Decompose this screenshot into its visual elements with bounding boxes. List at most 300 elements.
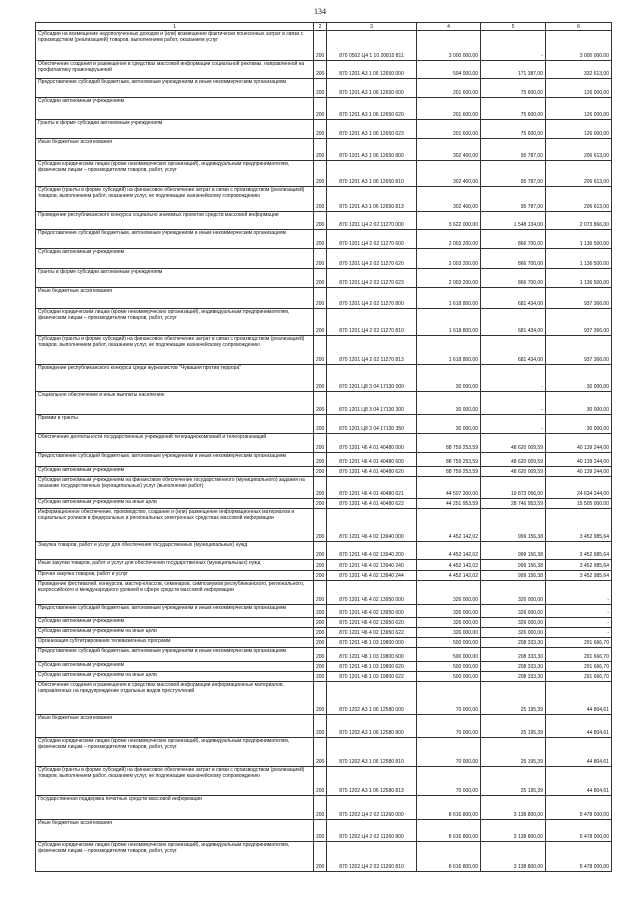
- cell-rest: 5 478 000,00: [546, 796, 612, 820]
- table-row: [36, 672, 612, 682]
- cell-plan: 500 000,00: [417, 662, 481, 672]
- cell-rest: -: [546, 605, 612, 618]
- cell-code: 870 1201 Ч6 4 01 40480 621: [327, 477, 417, 499]
- table-row: [36, 365, 612, 392]
- cell-grbs: 200: [314, 672, 327, 682]
- cell-grbs: 200: [314, 453, 327, 467]
- cell-grbs: 200: [314, 392, 327, 415]
- cell-exec: 75 600,00: [481, 120, 546, 139]
- cell-rest: -: [546, 581, 612, 605]
- cell-name: Субсидии автономным учреждениям: [36, 618, 314, 628]
- cell-grbs: 200: [314, 187, 327, 212]
- cell-exec: 95 787,00: [481, 187, 546, 212]
- cell-rest: 291 666,70: [546, 672, 612, 682]
- cell-code: 870 1201 Ц4 2 02 11270 800: [327, 288, 417, 309]
- cell-code: 870 1201 А3 1 06 12650 620: [327, 98, 417, 120]
- table-header-row: [36, 23, 612, 31]
- table-row: [36, 467, 612, 477]
- cell-plan: 326 000,00: [417, 581, 481, 605]
- table-row: [36, 682, 612, 715]
- cell-rest: 126 000,00: [546, 120, 612, 139]
- cell-code: 870 1201 А3 1 06 12650 813: [327, 187, 417, 212]
- table-row: [36, 820, 612, 842]
- cell-grbs: 200: [314, 638, 327, 648]
- cell-name: Иные бюджетные ассигнования: [36, 820, 314, 842]
- cell-code: 870 1201 Ч6 4 02 13950 622: [327, 628, 417, 638]
- cell-grbs: 200: [314, 796, 327, 820]
- cell-grbs: 200: [314, 139, 327, 161]
- cell-plan: 302 400,00: [417, 187, 481, 212]
- table-row: [36, 120, 612, 139]
- cell-plan: 30 000,00: [417, 392, 481, 415]
- cell-exec: 999 156,38: [481, 571, 546, 581]
- cell-rest: 2 073 866,00: [546, 212, 612, 230]
- cell-grbs: 200: [314, 61, 327, 79]
- cell-code: 870 1201 Ч8 1 03 19800 000: [327, 638, 417, 648]
- cell-exec: 208 333,30: [481, 638, 546, 648]
- table-row: [36, 98, 612, 120]
- cell-rest: 126 000,00: [546, 79, 612, 98]
- cell-code: 870 1201 Ч6 4 01 40480 000: [327, 434, 417, 453]
- table-row: [36, 434, 612, 453]
- cell-exec: 326 000,00: [481, 581, 546, 605]
- cell-rest: 206 613,00: [546, 139, 612, 161]
- cell-plan: 70 000,00: [417, 715, 481, 738]
- cell-exec: 681 434,00: [481, 288, 546, 309]
- cell-plan: 88 759 253,59: [417, 453, 481, 467]
- cell-exec: 999 156,38: [481, 542, 546, 560]
- table-row: [36, 61, 612, 79]
- cell-exec: 866 700,00: [481, 269, 546, 288]
- table-row: [36, 648, 612, 662]
- cell-grbs: 200: [314, 499, 327, 509]
- table-row: [36, 161, 612, 187]
- cell-rest: -: [546, 628, 612, 638]
- cell-name: Прочая закупка товаров, работ и услуг: [36, 571, 314, 581]
- cell-name: Предоставление субсидий бюджетным, автономным учреждениям и иным некоммерческим организациям: [36, 230, 314, 249]
- cell-grbs: 200: [314, 581, 327, 605]
- cell-name: Предоставление субсидий бюджетным, автономным учреждениям и иным некоммерческим организациям: [36, 605, 314, 618]
- cell-plan: 326 000,00: [417, 628, 481, 638]
- cell-code: 870 1201 Ч6 4 02 13940 200: [327, 542, 417, 560]
- cell-name: Субсидии юридическим лицам (кроме некоммерческих организаций), индивидуальным предпринимателям, физическим лицам – производителям товаров, работ, услуг: [36, 161, 314, 187]
- cell-code: 870 1201 Ч6 4 01 40480 622: [327, 499, 417, 509]
- page-number: 134: [314, 7, 326, 16]
- cell-rest: 3 452 985,64: [546, 560, 612, 571]
- cell-plan: 302 400,00: [417, 139, 481, 161]
- cell-plan: 70 000,00: [417, 682, 481, 715]
- cell-rest: 126 000,00: [546, 98, 612, 120]
- column-header: 4: [417, 23, 481, 31]
- cell-exec: 326 000,00: [481, 628, 546, 638]
- cell-grbs: 200: [314, 628, 327, 638]
- cell-plan: 8 616 800,00: [417, 842, 481, 872]
- cell-code: 870 1201 Ч6 4 01 40480 620: [327, 467, 417, 477]
- cell-grbs: 200: [314, 662, 327, 672]
- table-row: [36, 842, 612, 872]
- cell-exec: 326 000,00: [481, 605, 546, 618]
- cell-code: 870 1201 Ц4 2 02 11270 600: [327, 230, 417, 249]
- cell-plan: 44 507 300,00: [417, 477, 481, 499]
- cell-name: Субсидии автономным учреждениям на иные цели: [36, 628, 314, 638]
- cell-grbs: 200: [314, 269, 327, 288]
- table-row: [36, 415, 612, 434]
- table-row: [36, 269, 612, 288]
- cell-exec: 75 600,00: [481, 79, 546, 98]
- cell-plan: 500 000,00: [417, 672, 481, 682]
- cell-code: 870 1201 А3 1 06 12650 800: [327, 139, 417, 161]
- cell-code: 870 1201 Ц4 2 02 11270 000: [327, 212, 417, 230]
- cell-name: Обеспечение создания и размещения в средствах массовой информации социальной рекламы, направленной на профилактику правонарушений: [36, 61, 314, 79]
- cell-grbs: 200: [314, 415, 327, 434]
- cell-name: Субсидии автономным учреждениям на иные цели: [36, 672, 314, 682]
- table-row: [36, 499, 612, 509]
- cell-plan: 326 000,00: [417, 605, 481, 618]
- cell-grbs: 200: [314, 120, 327, 139]
- cell-plan: 30 000,00: [417, 415, 481, 434]
- cell-rest: -: [546, 618, 612, 628]
- cell-grbs: 200: [314, 31, 327, 61]
- cell-plan: 4 452 142,02: [417, 571, 481, 581]
- cell-exec: 681 434,00: [481, 309, 546, 336]
- cell-code: 870 1201 Ц4 2 02 11270 623: [327, 269, 417, 288]
- cell-grbs: 200: [314, 365, 327, 392]
- cell-rest: 40 139 244,00: [546, 434, 612, 453]
- cell-plan: 3 622 000,00: [417, 212, 481, 230]
- cell-name: Организация субтитрирования телевизионных программ: [36, 638, 314, 648]
- cell-exec: 48 620 009,59: [481, 453, 546, 467]
- cell-name: Обеспечение создания и размещения в средствах массовой информации информационных материалов, направленных на предупреждение отдельных видов преступлений: [36, 682, 314, 715]
- cell-rest: 40 139 244,00: [546, 467, 612, 477]
- cell-name: Субсидии автономным учреждениям на финансовое обеспечение государственного (муниципального) задания на оказание государственных (муниципальных) услуг (выполнение работ): [36, 477, 314, 499]
- cell-rest: 5 478 000,00: [546, 842, 612, 872]
- column-header: 5: [481, 23, 546, 31]
- cell-rest: 1 136 500,00: [546, 269, 612, 288]
- cell-exec: 25 195,39: [481, 738, 546, 767]
- table-row: [36, 542, 612, 560]
- cell-grbs: 200: [314, 842, 327, 872]
- cell-code: 870 1201 Ч8 1 03 19800 600: [327, 648, 417, 662]
- cell-grbs: 200: [314, 336, 327, 365]
- cell-name: Гранты в форме субсидии автономным учреждениям: [36, 269, 314, 288]
- cell-code: 870 1201 Ц4 2 02 11270 813: [327, 336, 417, 365]
- table-row: [36, 31, 612, 61]
- cell-code: 870 1201 Ц8 3 04 17130 300: [327, 392, 417, 415]
- table-row: [36, 288, 612, 309]
- cell-name: Субсидии автономным учреждениям на иные цели: [36, 499, 314, 509]
- cell-code: 870 1201 Ц4 2 02 11270 810: [327, 309, 417, 336]
- cell-rest: 206 613,00: [546, 161, 612, 187]
- cell-code: 870 1201 Ч6 4 02 13940 000: [327, 509, 417, 542]
- cell-exec: 25 195,39: [481, 767, 546, 796]
- table-row: [36, 139, 612, 161]
- cell-rest: 1 136 500,00: [546, 249, 612, 269]
- cell-grbs: 200: [314, 288, 327, 309]
- column-header: 2: [314, 23, 327, 31]
- cell-rest: 291 666,70: [546, 648, 612, 662]
- cell-plan: 1 618 800,00: [417, 336, 481, 365]
- cell-plan: 88 759 253,59: [417, 467, 481, 477]
- cell-exec: 3 138 800,00: [481, 796, 546, 820]
- cell-exec: 3 138 800,00: [481, 842, 546, 872]
- cell-name: Предоставление субсидий бюджетным, автономным учреждениям и иным некоммерческим организациям: [36, 453, 314, 467]
- cell-grbs: 200: [314, 738, 327, 767]
- cell-exec: 171 387,00: [481, 61, 546, 79]
- cell-exec: 95 787,00: [481, 161, 546, 187]
- cell-exec: 326 000,00: [481, 618, 546, 628]
- cell-code: 870 1202 А3 1 06 12580 813: [327, 767, 417, 796]
- cell-code: 870 1202 А3 1 06 12580 810: [327, 738, 417, 767]
- table-row: [36, 249, 612, 269]
- cell-name: Субсидии (гранты в форме субсидий) на финансовое обеспечение затрат в связи с производством (реализацией) товаров, выполнением работ, оказанием услуг, не подлежащие казначейскому сопровождению: [36, 767, 314, 796]
- cell-rest: 40 139 244,00: [546, 453, 612, 467]
- cell-code: 870 1202 А3 1 06 12580 800: [327, 715, 417, 738]
- cell-plan: 4 452 142,02: [417, 560, 481, 571]
- cell-name: Информационное обеспечение, производство, создание и (или) размещение информационных материалов и социальных роликов в федеральных и региональных электронных средствах массовой информации: [36, 509, 314, 542]
- column-header: 3: [327, 23, 417, 31]
- cell-plan: 500 000,00: [417, 638, 481, 648]
- cell-name: Субсидии автономным учреждениям: [36, 467, 314, 477]
- cell-code: 870 1201 Ч6 4 01 40480 600: [327, 453, 417, 467]
- cell-name: Иные бюджетные ассигнования: [36, 139, 314, 161]
- cell-name: Субсидии автономным учреждениям: [36, 662, 314, 672]
- cell-name: Обеспечение деятельности государственных учреждений телерадиокомпаний и телеорганизаций: [36, 434, 314, 453]
- cell-name: Социальное обеспечение и иные выплаты населению: [36, 392, 314, 415]
- cell-name: Субсидии (гранты в форме субсидий) на финансовое обеспечение затрат в связи с производством (реализацией) товаров, выполнением работ, оказанием услуг, не подлежащие казначейскому сопровождению: [36, 187, 314, 212]
- cell-exec: 3 138 800,00: [481, 820, 546, 842]
- cell-rest: 3 452 985,64: [546, 542, 612, 560]
- cell-name: Иные закупки товаров, работ и услуг для обеспечения государственных (муниципальных) нужд: [36, 560, 314, 571]
- cell-name: Проведение фестивалей, конкурсов, мастер-классов, семинаров, симпозиумов республиканского, регионального, всероссийского и международного уровней в сфере средств массовой информации: [36, 581, 314, 605]
- table-row: [36, 453, 612, 467]
- cell-plan: 4 452 142,02: [417, 542, 481, 560]
- cell-grbs: 200: [314, 434, 327, 453]
- table-row: [36, 767, 612, 796]
- cell-rest: 30 000,00: [546, 365, 612, 392]
- cell-name: Предоставление субсидий бюджетным, автономным учреждениям и иным некоммерческим организациям: [36, 79, 314, 98]
- cell-grbs: 200: [314, 79, 327, 98]
- cell-rest: 291 666,70: [546, 662, 612, 672]
- cell-plan: 2 003 200,00: [417, 269, 481, 288]
- cell-rest: 44 804,61: [546, 767, 612, 796]
- cell-name: Государственная поддержка печатных средств массовой информации: [36, 796, 314, 820]
- table-row: [36, 715, 612, 738]
- cell-name: Проведение республиканского конкурса социально значимых проектов средств массовой информации: [36, 212, 314, 230]
- cell-plan: 4 452 142,02: [417, 509, 481, 542]
- table-row: [36, 571, 612, 581]
- cell-code: 870 1202 Ц4 2 02 11260 810: [327, 842, 417, 872]
- cell-grbs: 200: [314, 161, 327, 187]
- cell-plan: 70 000,00: [417, 738, 481, 767]
- cell-exec: 75 600,00: [481, 98, 546, 120]
- cell-plan: 2 003 200,00: [417, 249, 481, 269]
- cell-code: 870 1201 Ч6 4 02 13940 244: [327, 571, 417, 581]
- table-row: [36, 796, 612, 820]
- table-row: [36, 336, 612, 365]
- cell-name: Иные бюджетные ассигнования: [36, 288, 314, 309]
- cell-code: 870 1201 Ч6 4 02 13940 240: [327, 560, 417, 571]
- cell-grbs: 200: [314, 605, 327, 618]
- cell-grbs: 200: [314, 477, 327, 499]
- cell-name: Субсидии автономным учреждениям: [36, 98, 314, 120]
- cell-plan: 201 600,00: [417, 120, 481, 139]
- cell-exec: 866 700,00: [481, 249, 546, 269]
- cell-grbs: 200: [314, 618, 327, 628]
- cell-exec: -: [481, 392, 546, 415]
- cell-plan: 8 616 800,00: [417, 796, 481, 820]
- budget-execution-table: [35, 22, 612, 872]
- table-row: [36, 560, 612, 571]
- cell-grbs: 200: [314, 767, 327, 796]
- cell-name: Субсидии юридическим лицам (кроме некоммерческих организаций), индивидуальным предпринимателям, физическим лицам – производителям товаров, работ, услуг: [36, 842, 314, 872]
- cell-grbs: 200: [314, 509, 327, 542]
- cell-rest: 937 366,00: [546, 309, 612, 336]
- cell-rest: 5 478 000,00: [546, 820, 612, 842]
- cell-exec: 208 333,30: [481, 662, 546, 672]
- cell-code: 870 1202 Ц4 2 02 11260 000: [327, 796, 417, 820]
- cell-name: Иные бюджетные ассигнования: [36, 715, 314, 738]
- cell-name: Субсидии автономным учреждениям: [36, 249, 314, 269]
- cell-rest: 3 000 000,00: [546, 31, 612, 61]
- cell-plan: 30 000,00: [417, 365, 481, 392]
- cell-grbs: 200: [314, 542, 327, 560]
- cell-exec: 208 333,30: [481, 672, 546, 682]
- cell-grbs: 200: [314, 648, 327, 662]
- cell-exec: 866 700,00: [481, 230, 546, 249]
- cell-exec: 208 333,30: [481, 648, 546, 662]
- cell-plan: 8 616 800,00: [417, 820, 481, 842]
- cell-exec: -: [481, 365, 546, 392]
- cell-code: 870 1201 Ц4 2 02 11270 620: [327, 249, 417, 269]
- cell-name: Закупка товаров, работ и услуг для обеспечения государственных (муниципальных) нужд: [36, 542, 314, 560]
- cell-grbs: 200: [314, 467, 327, 477]
- cell-plan: 88 759 253,59: [417, 434, 481, 453]
- cell-grbs: 200: [314, 212, 327, 230]
- cell-plan: 201 600,00: [417, 79, 481, 98]
- table-row: [36, 509, 612, 542]
- cell-name: Субсидии на возмещение недополученных доходов и (или) возмещение фактически понесенных затрат в связи с производством (реализацией) товаров, выполнением работ, оказанием услуг: [36, 31, 314, 61]
- cell-code: 870 1201 А3 1 06 12650 000: [327, 61, 417, 79]
- cell-grbs: 200: [314, 820, 327, 842]
- table-row: [36, 605, 612, 618]
- cell-plan: 70 000,00: [417, 767, 481, 796]
- cell-name: Гранты в форме субсидии автономным учреждениям: [36, 120, 314, 139]
- cell-code: 870 1202 А3 1 06 12580 000: [327, 682, 417, 715]
- cell-exec: 1 548 134,00: [481, 212, 546, 230]
- cell-exec: 19 873 056,00: [481, 477, 546, 499]
- cell-rest: 332 613,00: [546, 61, 612, 79]
- table-row: [36, 581, 612, 605]
- cell-plan: 326 000,00: [417, 618, 481, 628]
- cell-rest: 1 136 500,00: [546, 230, 612, 249]
- cell-name: Субсидии (гранты в форме субсидий) на финансовое обеспечение затрат в связи с производством (реализацией) товаров, выполнением работ, оказанием услуг, не подлежащие казначейскому сопровождению: [36, 336, 314, 365]
- cell-code: 870 1201 А3 1 06 12650 810: [327, 161, 417, 187]
- cell-exec: 999 156,38: [481, 560, 546, 571]
- cell-grbs: 200: [314, 571, 327, 581]
- cell-code: 870 1201 Ч8 1 03 19800 622: [327, 672, 417, 682]
- cell-exec: 95 787,00: [481, 139, 546, 161]
- table-row: [36, 477, 612, 499]
- cell-name: Субсидии юридическим лицам (кроме некоммерческих организаций), индивидуальным предпринимателям, физическим лицам – производителям товаров, работ, услуг: [36, 309, 314, 336]
- cell-grbs: 200: [314, 560, 327, 571]
- cell-rest: 206 613,00: [546, 187, 612, 212]
- cell-grbs: 200: [314, 682, 327, 715]
- cell-exec: 48 620 009,59: [481, 467, 546, 477]
- cell-plan: 500 000,00: [417, 648, 481, 662]
- cell-code: 870 1201 Ч6 4 02 13950 600: [327, 605, 417, 618]
- cell-name: Субсидии юридическим лицам (кроме некоммерческих организаций), индивидуальным предпринимателям, физическим лицам – производителям товаров, работ, услуг: [36, 738, 314, 767]
- table-row: [36, 638, 612, 648]
- cell-code: 870 1201 Ч8 1 03 19800 620: [327, 662, 417, 672]
- table-row: [36, 738, 612, 767]
- cell-grbs: 200: [314, 715, 327, 738]
- cell-plan: 201 600,00: [417, 98, 481, 120]
- cell-rest: 30 000,00: [546, 415, 612, 434]
- cell-rest: 24 634 244,00: [546, 477, 612, 499]
- cell-exec: 681 434,00: [481, 336, 546, 365]
- cell-rest: 937 366,00: [546, 336, 612, 365]
- cell-name: Премии и гранты: [36, 415, 314, 434]
- cell-grbs: 200: [314, 309, 327, 336]
- cell-plan: 504 000,00: [417, 61, 481, 79]
- cell-plan: 302 400,00: [417, 161, 481, 187]
- table-row: [36, 628, 612, 638]
- cell-plan: 2 003 200,00: [417, 230, 481, 249]
- cell-code: 870 1201 Ч6 4 02 13950 000: [327, 581, 417, 605]
- cell-rest: 44 804,61: [546, 738, 612, 767]
- cell-code: 870 1201 Ц8 3 04 17130 350: [327, 415, 417, 434]
- cell-plan: 1 618 800,00: [417, 288, 481, 309]
- cell-plan: 3 000 000,00: [417, 31, 481, 61]
- cell-name: Предоставление субсидий бюджетным, автономным учреждениям и иным некоммерческим организациям: [36, 648, 314, 662]
- table-row: [36, 187, 612, 212]
- table-row: [36, 392, 612, 415]
- cell-grbs: 200: [314, 249, 327, 269]
- cell-code: 870 1201 Ц8 3 04 17130 000: [327, 365, 417, 392]
- cell-rest: 44 804,61: [546, 715, 612, 738]
- column-header: 6: [546, 23, 612, 31]
- cell-rest: 3 452 985,64: [546, 571, 612, 581]
- cell-exec: -: [481, 31, 546, 61]
- cell-exec: 48 620 009,59: [481, 434, 546, 453]
- column-header: 1: [36, 23, 314, 31]
- cell-rest: 44 804,61: [546, 682, 612, 715]
- cell-exec: 999 156,38: [481, 509, 546, 542]
- cell-plan: 1 618 800,00: [417, 309, 481, 336]
- table-row: [36, 212, 612, 230]
- cell-rest: 291 666,70: [546, 638, 612, 648]
- cell-code: 870 1202 Ц4 2 02 11260 800: [327, 820, 417, 842]
- cell-code: 870 1201 Ч6 4 02 13950 620: [327, 618, 417, 628]
- cell-plan: 44 251 953,59: [417, 499, 481, 509]
- cell-name: Проведение республиканского конкурса среди журналистов "Чувашия против террора": [36, 365, 314, 392]
- cell-exec: 28 746 953,59: [481, 499, 546, 509]
- table-row: [36, 309, 612, 336]
- cell-exec: -: [481, 415, 546, 434]
- cell-rest: 937 366,00: [546, 288, 612, 309]
- cell-exec: 25 195,39: [481, 682, 546, 715]
- cell-rest: 30 000,00: [546, 392, 612, 415]
- cell-grbs: 200: [314, 98, 327, 120]
- cell-code: 870 1201 А3 1 06 12650 623: [327, 120, 417, 139]
- cell-code: 870 0502 Ц4 1 10 20810 811: [327, 31, 417, 61]
- table-row: [36, 230, 612, 249]
- cell-code: 870 1201 А3 1 06 12650 600: [327, 79, 417, 98]
- cell-rest: 15 505 000,00: [546, 499, 612, 509]
- table-body: [36, 31, 612, 872]
- cell-rest: 3 452 985,64: [546, 509, 612, 542]
- cell-grbs: 200: [314, 230, 327, 249]
